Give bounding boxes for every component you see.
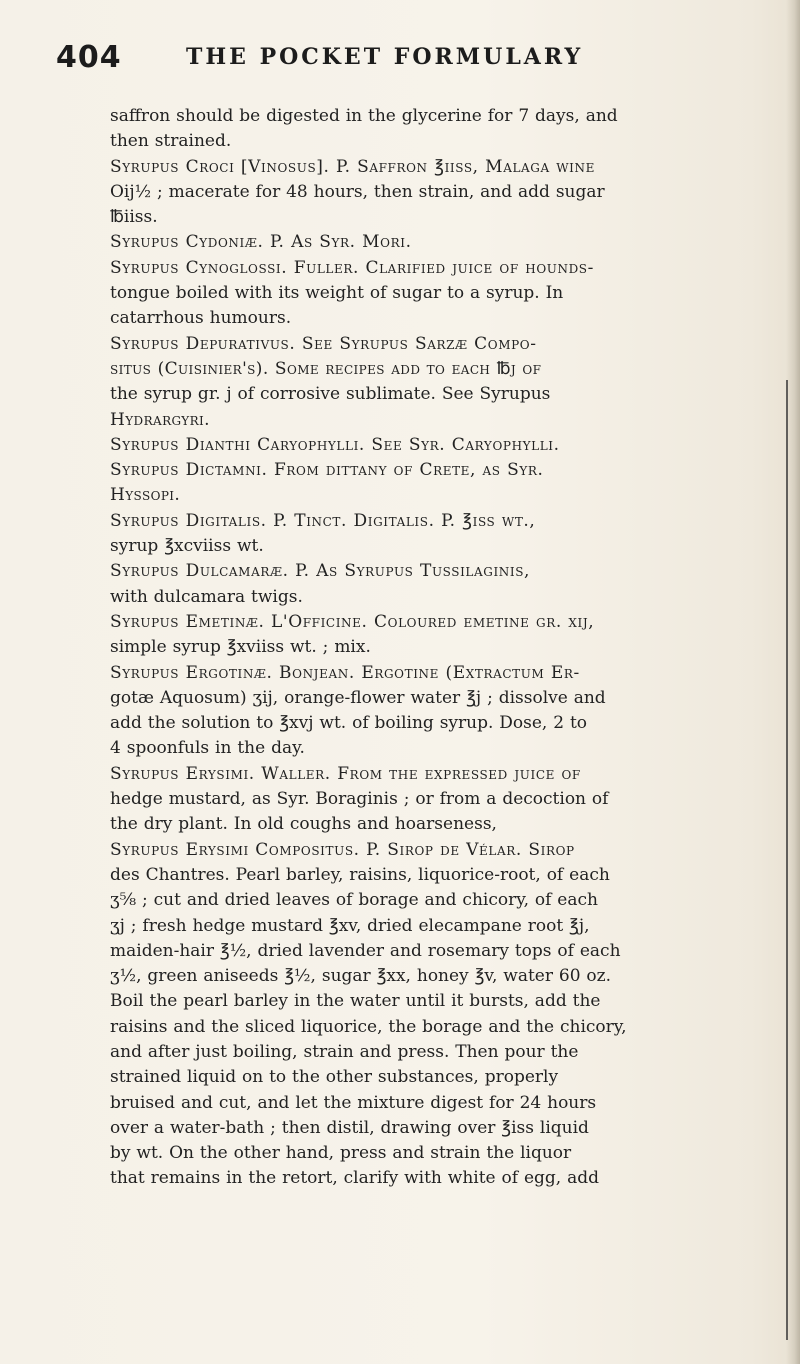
text-line: ℔iiss. <box>110 207 158 228</box>
entry-syrupus-croci <box>110 155 780 231</box>
text-line: gotæ Aquosum) ʒij, orange-flower water ℥j ; dissolve and <box>110 687 606 708</box>
text-line: ʒ½, green aniseeds ℥½, sugar ℥xx, honey ℥v, water 60 oz. <box>110 966 612 987</box>
entry-heading-line: Syrupus Digitalis. P. Tinct. Digitalis. P. ℥iss wt., <box>110 510 536 531</box>
text-line: the dry plant. In old coughs and hoarseness, <box>110 814 497 835</box>
entry-heading-line: Syrupus Croci [Vinosus]. P. Saffron ℥iiss, Malaga wine <box>110 156 595 177</box>
text-line: des Chantres. Pearl barley, raisins, liquorice-root, of each <box>110 864 610 885</box>
entry-heading-line: Syrupus Dulcamaræ. P. As Syrupus Tussilaginis, <box>110 561 531 582</box>
text-line: over a water-bath ; then distil, drawing over ℥iss liquid <box>110 1117 589 1138</box>
text-line: Hydrargyri. <box>110 409 210 430</box>
entry-heading-line: Syrupus Dictamni. From dittany of Crete, as Syr. <box>110 460 544 481</box>
page-header <box>56 40 756 80</box>
entry-syrupus-dianthi <box>110 433 780 458</box>
text-line: maiden-hair ℥½, dried lavender and rosemary tops of each <box>110 940 621 961</box>
text-line: the syrup gr. j of corrosive sublimate. See Syrupus <box>110 384 551 405</box>
entry-syrupus-depurativus <box>110 332 780 433</box>
entry-syrupus-emetinae <box>110 610 780 661</box>
text-line: that remains in the retort, clarify with white of egg, add <box>110 1168 599 1189</box>
entry-heading-line: Syrupus Emetinæ. L'Officine. Coloured emetine gr. xij, <box>110 611 595 632</box>
text-line: Hyssopi. <box>110 485 181 506</box>
text-line: saffron should be digested in the glycerine for 7 days, and <box>110 106 618 126</box>
running-title: THE POCKET FORMULARY <box>186 44 584 70</box>
text-line: bruised and cut, and let the mixture digest for 24 hours <box>110 1092 597 1113</box>
text-line: simple syrup ℥xviiss wt. ; mix. <box>110 637 371 658</box>
text-line: syrup ℥xcviiss wt. <box>110 536 264 557</box>
text-line: strained liquid on to the other substances, properly <box>110 1067 559 1088</box>
text-line: Boil the pearl barley in the water until it bursts, add the <box>110 991 601 1012</box>
entry-syrupus-digitalis <box>110 509 780 560</box>
entry-heading-line: Syrupus Dianthi Caryophylli. See Syr. Caryophylli. <box>110 434 560 455</box>
page-edge-shadow <box>786 0 800 1364</box>
entry-heading-line: Syrupus Erysimi Compositus. P. Sirop de Vélar. Sirop <box>110 839 575 860</box>
entry-heading-line: Syrupus Ergotinæ. Bonjean. Ergotine (Extractum Er- <box>110 662 580 683</box>
text-line: 4 spoonfuls in the day. <box>110 738 305 759</box>
entry-saffron-continuation <box>110 104 780 155</box>
entry-heading-line: Syrupus Depurativus. See Syrupus Sarzæ Compo- <box>110 333 537 354</box>
text-line: then strained. <box>110 131 232 152</box>
text-line: with dulcamara twigs. <box>110 586 303 607</box>
entry-heading-line: Syrupus Cydoniæ. P. As Syr. Mori. <box>110 232 412 253</box>
text-line: tongue boiled with its weight of sugar to a syrup. In <box>110 283 564 304</box>
entry-syrupus-erysimi <box>110 762 780 838</box>
page-edge-rule <box>786 380 788 1340</box>
text-line: catarrhous humours. <box>110 308 292 329</box>
entry-syrupus-erysimi-compositus <box>110 838 780 1192</box>
entry-syrupus-dulcamarae <box>110 559 780 610</box>
text-line: by wt. On the other hand, press and strain the liquor <box>110 1143 572 1164</box>
entry-syrupus-ergotinae <box>110 661 780 762</box>
entry-heading-line: Syrupus Erysimi. Waller. From the expressed juice of <box>110 763 581 784</box>
entry-syrupus-dictamni <box>110 458 780 509</box>
text-line: raisins and the sliced liquorice, the borage and the chicory, <box>110 1016 627 1037</box>
text-line: ʒj ; fresh hedge mustard ℥xv, dried elecampane root ℥j, <box>110 915 590 936</box>
text-line: situs (Cuisinier's). Some recipes add to each ℔j of <box>110 358 542 379</box>
page-number: 404 <box>56 40 122 75</box>
text-line: add the solution to ℥xvj wt. of boiling syrup. Dose, 2 to <box>110 713 588 734</box>
entry-heading-line: Syrupus Cynoglossi. Fuller. Clarified juice of hounds- <box>110 257 594 278</box>
text-line: ʒ⅝ ; cut and dried leaves of borage and chicory, of each <box>110 890 598 911</box>
text-line: Oij½ ; macerate for 48 hours, then strain, and add sugar <box>110 181 605 202</box>
entry-syrupus-cydoniae <box>110 230 780 255</box>
page-body <box>110 104 780 1192</box>
text-line: and after just boiling, strain and press. Then pour the <box>110 1041 579 1062</box>
text-line: hedge mustard, as Syr. Boraginis ; or from a decoction of <box>110 789 609 810</box>
entry-syrupus-cynoglossi <box>110 256 780 332</box>
